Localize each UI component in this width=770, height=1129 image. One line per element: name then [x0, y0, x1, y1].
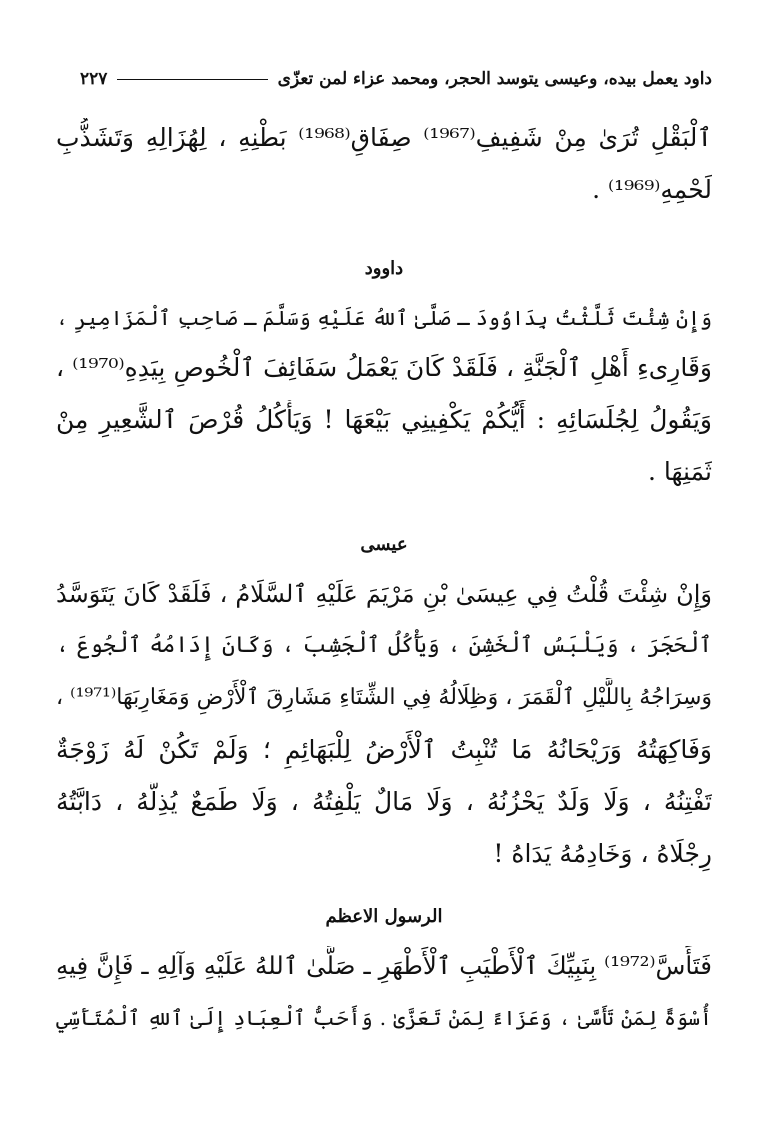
text-line: وَقَارِىءِ أَهْلِ ٱلْجَنَّةِ ، فَلَقَدْ كَانَ يَعْمَلُ سَفَائِفَ ٱلْخُوصِ بِيَدِهِ⁽¹⁹⁷⁰⁾ ، [56, 353, 712, 382]
header-rule [117, 79, 267, 80]
text-line: ٱلْبَقْلِ تُرَىٰ مِنْ شَفِيفِ⁽¹⁹⁶⁷⁾ صِفَاقِ⁽¹⁹⁶⁸⁾ بَطْنِهِ ، لِهُزَالِهِ وَتَشَذُّبِ [56, 123, 712, 152]
text-line: لَحْمِهِ⁽¹⁹⁶⁹⁾ . [592, 175, 712, 204]
text-line: وَيَقُولُ لِجُلَسَائِهِ : أَيُّكُمْ يَكْفِينِي بَيْعَهَا ! وَيَأْكُلُ قُرْصَ ٱلشَّعِيرِ مِنْ [56, 405, 712, 434]
text-line: فَتَأَسَّ⁽¹⁹⁷²⁾ بِنَبِيِّكَ ٱلْأَطْيَبِ ٱلْأَطْهَرِ ـ صَلَّىٰ ٱللهُ عَلَيْهِ وَآلِهِ ـ فَإِنَّ فِيهِ [56, 951, 712, 980]
page-number: ٢٢٧ [80, 69, 108, 89]
text-line: رِجْلَاهُ ، وَخَادِمُهُ يَدَاهُ ! [493, 839, 712, 868]
text-line: وَإِنْ شِئْتَ قُلْتُ فِي عِيسَىٰ بْنِ مَرْيَمَ عَلَيْهِ ٱلسَّلَامُ ، فَلَقَدْ كَانَ يَتَوَسَّدُ [56, 580, 712, 608]
text-line: وَإِنْ شِئْتَ ثَلَّثْتُ بِدَاوُودَ ـ صَلَّىٰ ٱللهُ عَلَيْهِ وَسَلَّمَ ـ صَاحِبِ ٱلْمَزَامِيرِ ، [56, 306, 712, 330]
text-line: أُسْوَةً لِمَنْ تَأَسَّىٰ ، وَعَزَاءً لِمَنْ تَعَزَّىٰ . وَأَحَبُّ ٱلْعِبَادِ إِلَىٰ ٱللهِ ٱلْمُتَأَسِّي [56, 1006, 712, 1030]
section-heading-messenger: الرسول الاعظم [325, 906, 443, 927]
text-line: ثَمَنِهَا . [648, 457, 712, 486]
running-title: داود يعمل بيده، وعيسى يتوسد الحجر، ومحمد عزاء لمن تعزّى [277, 69, 712, 89]
text-line: وَفَاكِهَتُهُ وَرَيْحَانُهُ مَا تُنْبِتُ ٱلْأَرْضُ لِلْبَهَائِمِ ؛ وَلَمْ تَكُنْ لَهُ زَوْجَةٌ [56, 735, 712, 764]
text-line: ٱلْحَجَرَ ، وَيَلْبَسُ ٱلْخَشِنَ ، وَيَأْكُلُ ٱلْجَشِبَ ، وَكَانَ إِدَامُهُ ٱلْجُوعَ ، [56, 633, 712, 658]
section-heading-isa: عيسى [360, 534, 408, 555]
text-line: وَسِرَاجُهُ بِاللَّيْلِ ٱلْقَمَرَ ، وَظِلَالُهُ فِي الشِّتَاءِ مَشَارِقَ ٱلْأَرْضِ وَمَغَارِبَهَا⁽¹⁹⁷¹⁾ ، [56, 685, 712, 710]
text-line: تَفْتِنُهُ ، وَلَا وَلَدٌ يَحْزُنُهُ ، وَلَا مَالٌ يَلْفِتُهُ ، وَلَا طَمَعٌ يُذِلُّهُ ، دَابَّتُهُ [56, 787, 712, 816]
running-header [80, 62, 712, 96]
section-heading-dawood: داوود [364, 258, 404, 279]
